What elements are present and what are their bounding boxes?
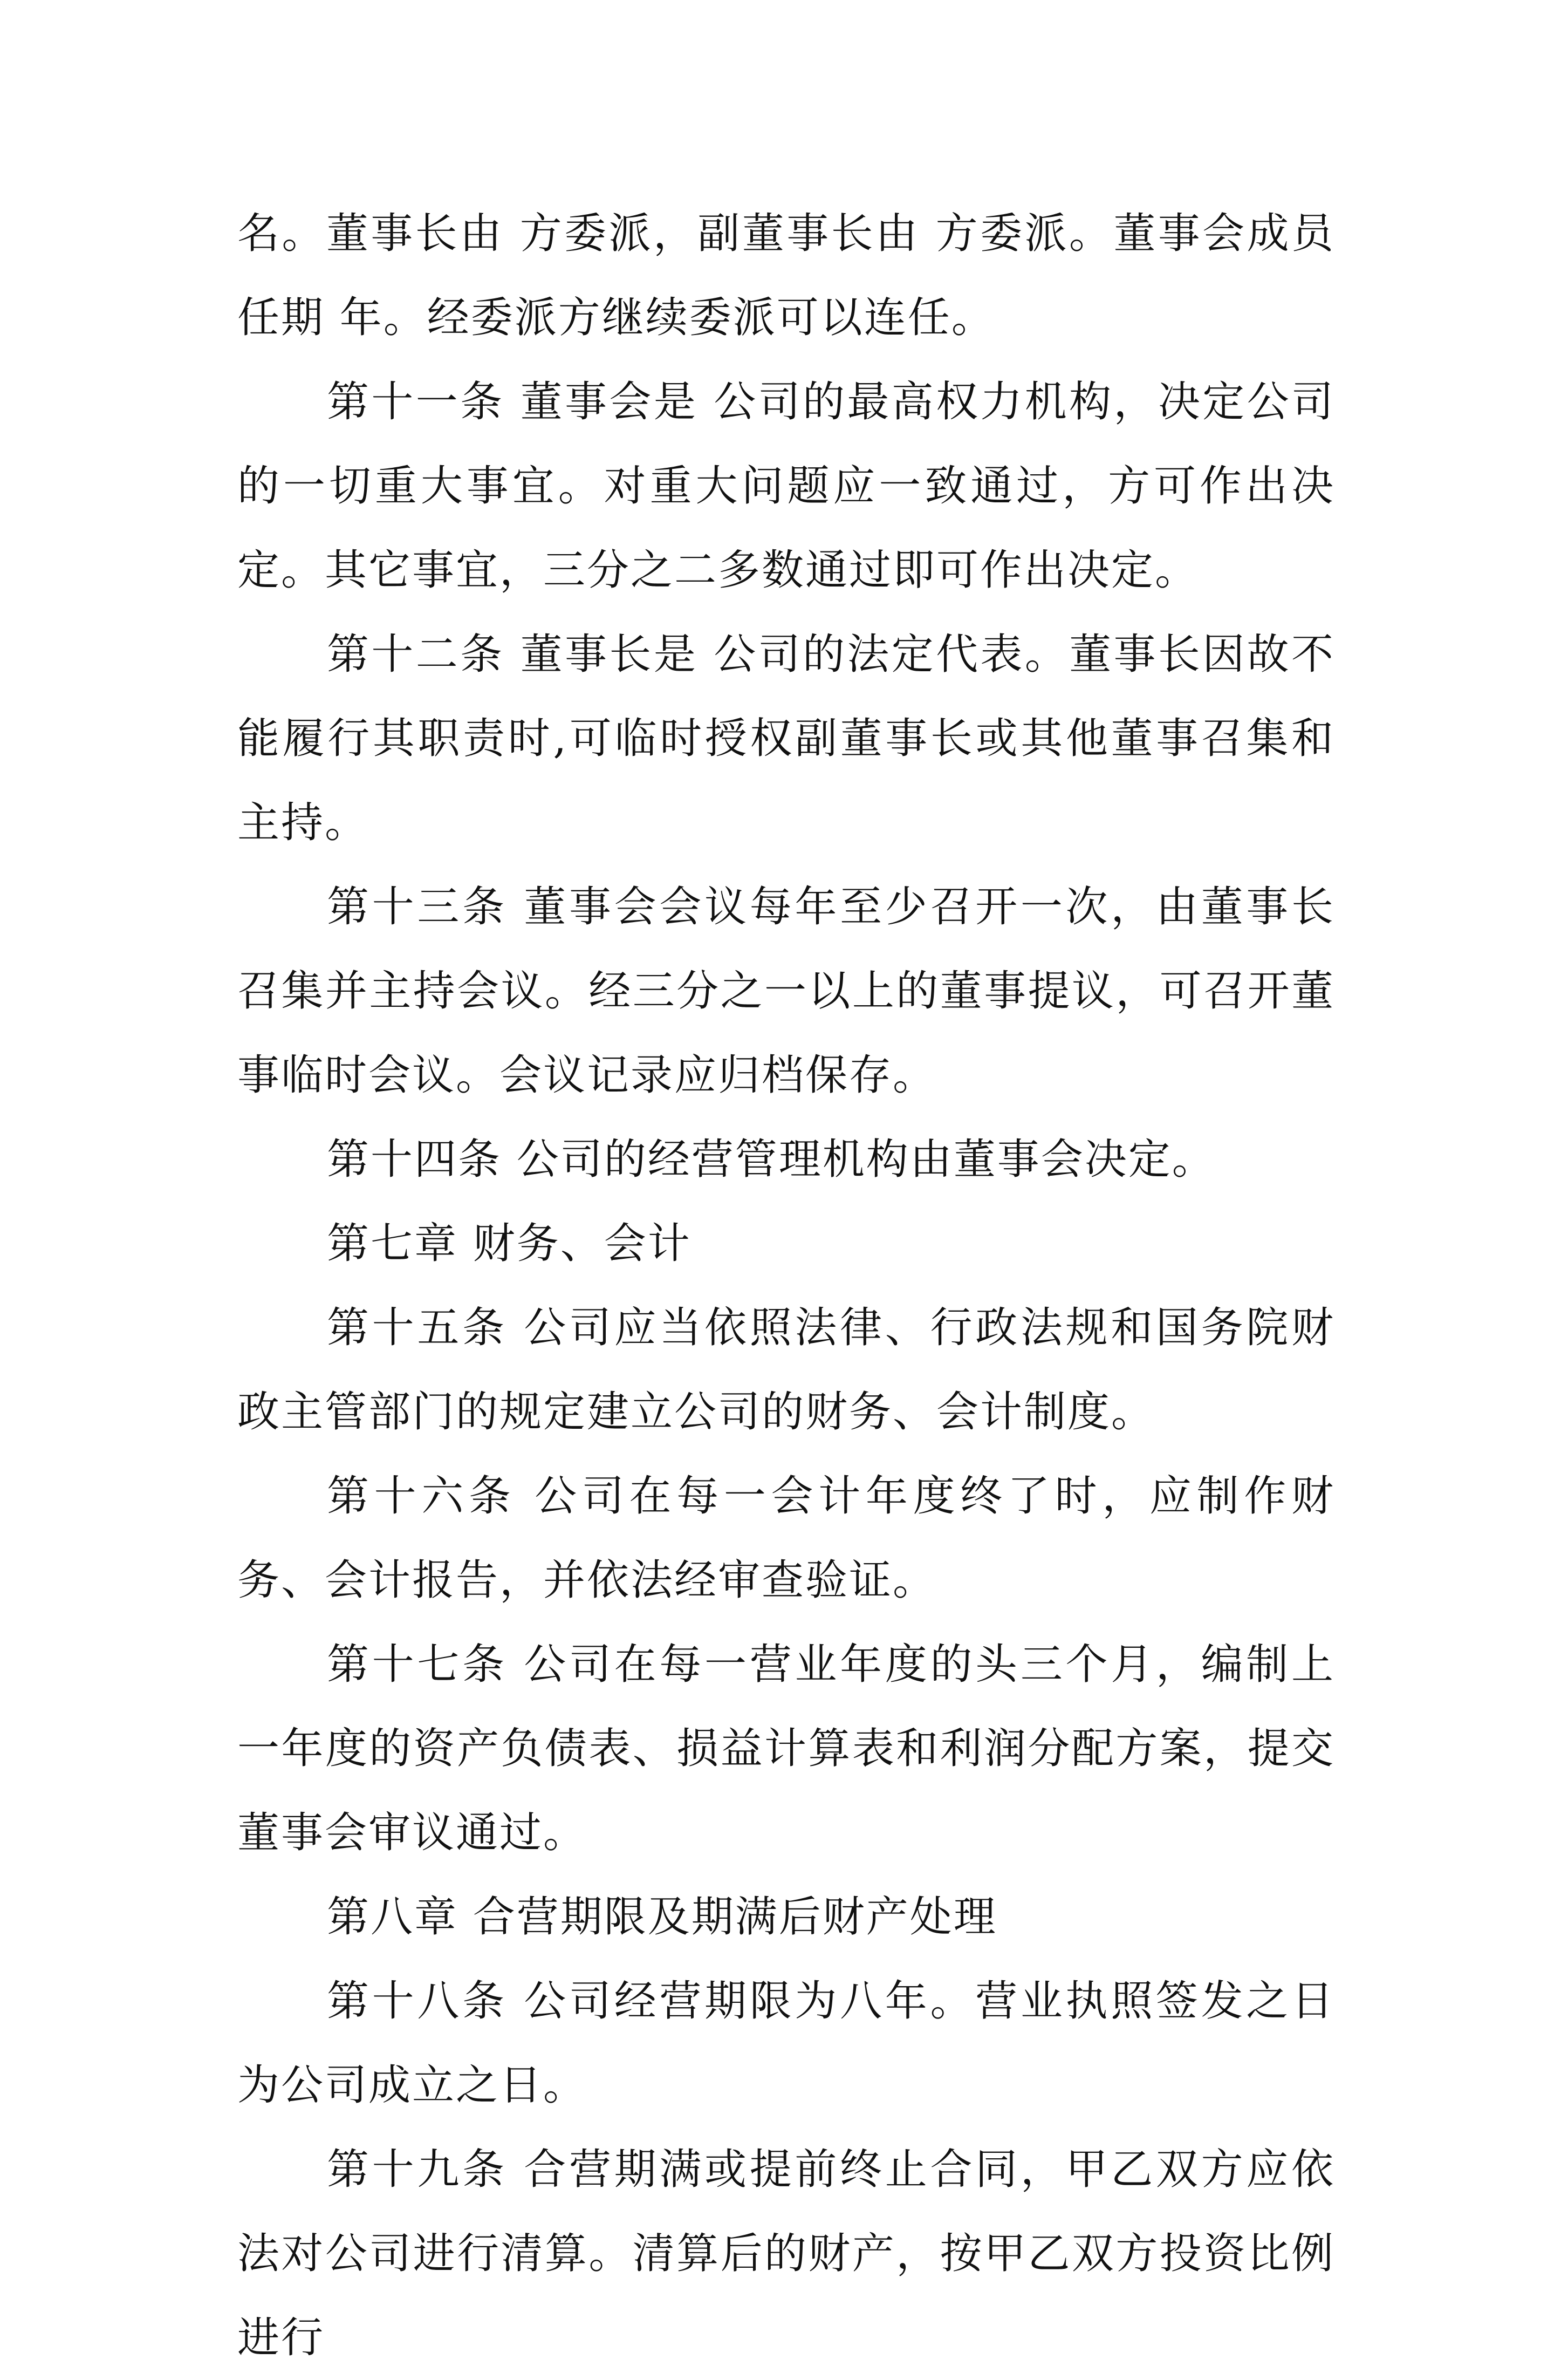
document-body bbox=[237, 192, 1335, 2380]
paragraph-article-15: 第十五条 公司应当依照法律、行政法规和国务院财政主管部门的规定建立公司的财务、会计制度。 bbox=[237, 1304, 1335, 1436]
paragraph-article-11: 第十一条 董事会是 公司的最高权力机构，决定公司的一切重大事宜。对重大问题应一致通过，方可作出决定。其它事宜，三分之二多数通过即可作出决定。 bbox=[237, 378, 1335, 595]
chapter-8-heading: 第八章 合营期限及期满后财产处理 bbox=[327, 1893, 997, 1941]
paragraph-article-17: 第十七条 公司在每一营业年度的头三个月，编制上一年度的资产负债表、损益计算表和利润分配方案，提交董事会审议通过。 bbox=[237, 1640, 1335, 1857]
paragraph-article-18: 第十八条 公司经营期限为八年。营业执照签发之日为公司成立之日。 bbox=[237, 1977, 1335, 2110]
paragraph-article-19: 第十九条 合营期满或提前终止合同，甲乙双方应依法对公司进行清算。清算后的财产，按甲乙双方投资比例进行 bbox=[237, 2145, 1335, 2362]
paragraph-article-13: 第十三条 董事会会议每年至少召开一次，由董事长召集并主持会议。经三分之一以上的董事提议，可召开董事临时会议。会议记录应归档保存。 bbox=[237, 883, 1335, 1100]
paragraph-article-14: 第十四条 公司的经营管理机构由董事会决定。 bbox=[327, 1135, 1216, 1184]
paragraph-board-members-term: 名。董事长由 方委派，副董事长由 方委派。董事会成员任期 年。经委派方继续委派可以连任。 bbox=[237, 209, 1335, 342]
paragraph-article-16: 第十六条 公司在每一会计年度终了时，应制作财务、会计报告，并依法经审查验证。 bbox=[237, 1472, 1335, 1605]
chapter-7-heading: 第七章 财务、会计 bbox=[327, 1219, 692, 1268]
paragraph-article-12: 第十二条 董事长是 公司的法定代表。董事长因故不能履行其职责时,可临时授权副董事长或其他董事召集和主持。 bbox=[237, 630, 1335, 847]
